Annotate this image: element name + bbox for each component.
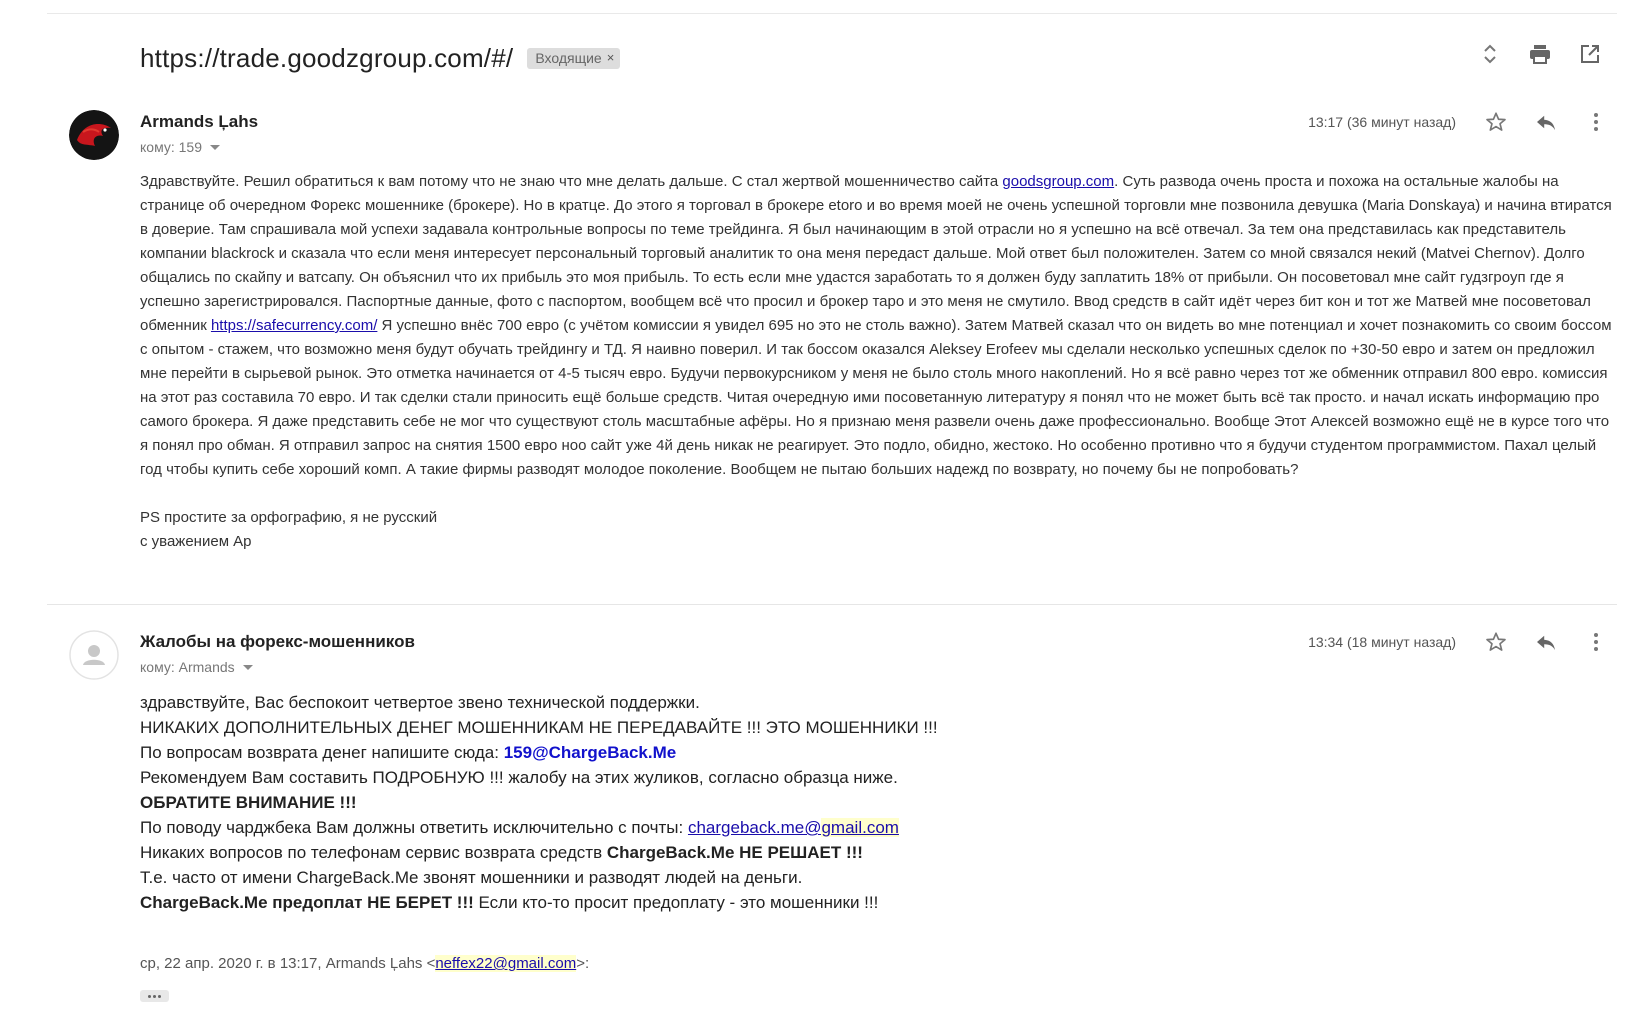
- message-body: [140, 170, 1618, 554]
- body-line: здравствуйте, Вас беспокоит четвертое звено технической поддержки.: [140, 693, 700, 712]
- thread-subject: https://trade.goodzgroup.com/#/: [140, 42, 514, 73]
- quoted-email-link[interactable]: neffex22@gmail.com: [435, 955, 577, 972]
- label-text: Входящие: [535, 49, 602, 66]
- recipients-toggle[interactable]: [140, 139, 220, 155]
- sender-name: Жалобы на форекс-мошенников: [140, 632, 415, 651]
- text-segment: Если кто-то просит предоплату - это мошенники !!!: [473, 893, 879, 912]
- ps-line: PS простите за орфографию, я не русский: [140, 509, 438, 526]
- expand-collapse-icon[interactable]: [1478, 42, 1502, 66]
- sender-avatar[interactable]: [69, 630, 119, 680]
- text-segment: По вопросам возврата денег напишите сюда:: [140, 743, 504, 762]
- body-line: НИКАКИХ ДОПОЛНИТЕЛЬНЫХ ДЕНЕГ МОШЕННИКАМ НЕ ПЕРЕДАВАЙТЕ !!! ЭТО МОШЕННИКИ !!!: [140, 718, 938, 737]
- body-line: [140, 740, 1540, 765]
- body-line: Т.е. часто от имени ChargeBack.Me звонят мошенники и разводят людей на деньги.: [140, 868, 803, 887]
- text-segment: gmail.com: [821, 818, 899, 837]
- text-segment: По поводу чарджбека Вам должны ответить исключительно с почты:: [140, 818, 688, 837]
- message-time: 13:17 (36 минут назад): [1308, 114, 1456, 130]
- print-icon[interactable]: [1528, 42, 1552, 66]
- support-email[interactable]: 159@ChargeBack.Me: [503, 743, 677, 762]
- link-safecurrency[interactable]: https://safecurrency.com/: [210, 317, 378, 334]
- message-meta: [1308, 110, 1608, 134]
- star-icon[interactable]: [1484, 630, 1508, 654]
- inbox-label-chip[interactable]: [527, 48, 620, 69]
- message-time: 13:34 (18 минут назад): [1308, 634, 1456, 650]
- link-goodsgroup[interactable]: goodsgroup.com: [1002, 173, 1115, 190]
- body-line: [140, 840, 1540, 865]
- text-segment: chargeback.me@: [687, 818, 822, 837]
- sender-name: Armands Ļahs: [140, 112, 259, 131]
- more-vert-icon[interactable]: [1584, 110, 1608, 134]
- open-new-window-icon[interactable]: [1578, 42, 1602, 66]
- thread-toolbar: [1478, 42, 1602, 66]
- text-segment: ChargeBack.Me предоплат НЕ БЕРЕТ !!!: [140, 893, 474, 912]
- chargeback-email-link[interactable]: [688, 818, 899, 837]
- remove-label-icon[interactable]: ×: [606, 50, 615, 65]
- quoted-header: [140, 955, 589, 972]
- text-segment: ср, 22 апр. 2020 г. в 13:17, Armands Ļahs <: [140, 955, 436, 972]
- chevron-down-icon: [243, 665, 253, 670]
- body-line: Рекомендуем Вам составить ПОДРОБНУЮ !!! жалобу на этих жуликов, согласно образца ниже.: [140, 768, 898, 787]
- show-trimmed-content-button[interactable]: [140, 990, 169, 1002]
- more-vert-icon[interactable]: [1584, 630, 1608, 654]
- text-segment: >:: [576, 955, 590, 972]
- signature-line: с уважением Ар: [140, 533, 252, 550]
- chevron-down-icon: [210, 145, 220, 150]
- recipients-toggle[interactable]: [140, 659, 253, 675]
- message-paragraph: [140, 170, 1618, 482]
- sender-avatar[interactable]: [69, 110, 119, 160]
- message-meta: [1308, 630, 1608, 654]
- text-segment: Я успешно внёс 700 евро (с учётом комиссии я увидел 695 но это не столь важно). Затем Матвей сказал что он видеть во мне потенциал и хочет познакомить со своим боссом с опытом - стажем, что возможно меня будут обучать трейдингу и ТД. Я наивно поверил. И так боссом оказался Aleksey Erofeev мы сделали несколько успешных сделок по +30-50 евро и затем он предложил мне перейти в сырьевой рынок. Это отметка начинается от 4-5 тысяч евро. Будучи первокурсником у меня не было столь много накоплений. Но я всё равно через тот же обменник отправил 800 евро. комиссия на этот раз составила 70 евро. И так сделки стали приносить ещё больше средств. Читая очередную ими посоветанную литературу я понял что не может быть всё так просто. и начал искать информацию про самого брокера. Я даже представить себе не мог что существуют столь масштабные афёры. Но я признаю меня развели очень даже профессионально. Вообще Этот Алексей возможно ещё не в курсе того что я понял про обман. Я отправил запрос на снятия 1500 евро ноо сайт уже 4й день никак не реагирует. Это подло, обидно, жестоко. Но особенно противно что я будучи студентом программистом. Пахал целый год чтобы купить себе хороший комп. А такие фирмы разводят молодое поколение. Вообщем не пытаю больших надежд по возврату, но почему бы не попробовать?: [140, 317, 1612, 478]
- star-icon[interactable]: [1484, 110, 1508, 134]
- message-body: [140, 690, 1540, 915]
- subject-row: [140, 38, 620, 78]
- recipients-text: кому: 159: [140, 139, 202, 155]
- body-line: [140, 815, 1540, 840]
- body-line: ОБРАТИТЕ ВНИМАНИЕ !!!: [140, 793, 357, 812]
- reply-icon[interactable]: [1534, 110, 1558, 134]
- text-segment: . Суть развода очень проста и похожа на остальные жалобы на странице об очередном Форекс мошеннике (брокере). Но в кратце. До этого я торговал в брокере etoro и во время моей не очень успешной торговли мне позвонила девушка (Maria Donskaya) и начина втиратся в доверие. Там спрашивала мой успехи задавала контрольные вопросы по теме трейдинга. Я был начинающим в этой отрасли но я успешно на всё отвечал. За тем она представилась как представитель компании blackrock и сказала что если меня интересует персональный торговый аналитик то она меня передаст дальше. Мой ответ был положителен. Затем со мной связался некий (Matvei Chernov). Долго общались по скайпу и ватсапу. Он объяснил что их прибыль это моя прибыль. То есть если мне удастся заработать то я должен буду заплатить 18% от прибыли. Он посоветовал мне сайт гудзгроуп где я успешно зарегистрировался. Паспортные данные, фото с паспортом, вообщем всё что просил и брокер таро и это меня не смутило. Ввод средств в сайт идёт через бит кон и тот же Матвей мне посоветовал обменник: [140, 173, 1612, 334]
- message-divider: [47, 604, 1617, 605]
- reply-icon[interactable]: [1534, 630, 1558, 654]
- text-segment: ChargeBack.Me НЕ РЕШАЕТ !!!: [606, 843, 863, 862]
- text-segment: Никаких вопросов по телефонам сервис возврата средств: [140, 843, 607, 862]
- top-divider: [47, 13, 1617, 14]
- body-line: [140, 890, 1540, 915]
- recipients-text: кому: Armands: [140, 659, 235, 675]
- text-segment: Здравствуйте. Решил обратиться к вам потому что не знаю что мне делать дальше. С стал жертвой мошенничество сайта: [140, 173, 1003, 190]
